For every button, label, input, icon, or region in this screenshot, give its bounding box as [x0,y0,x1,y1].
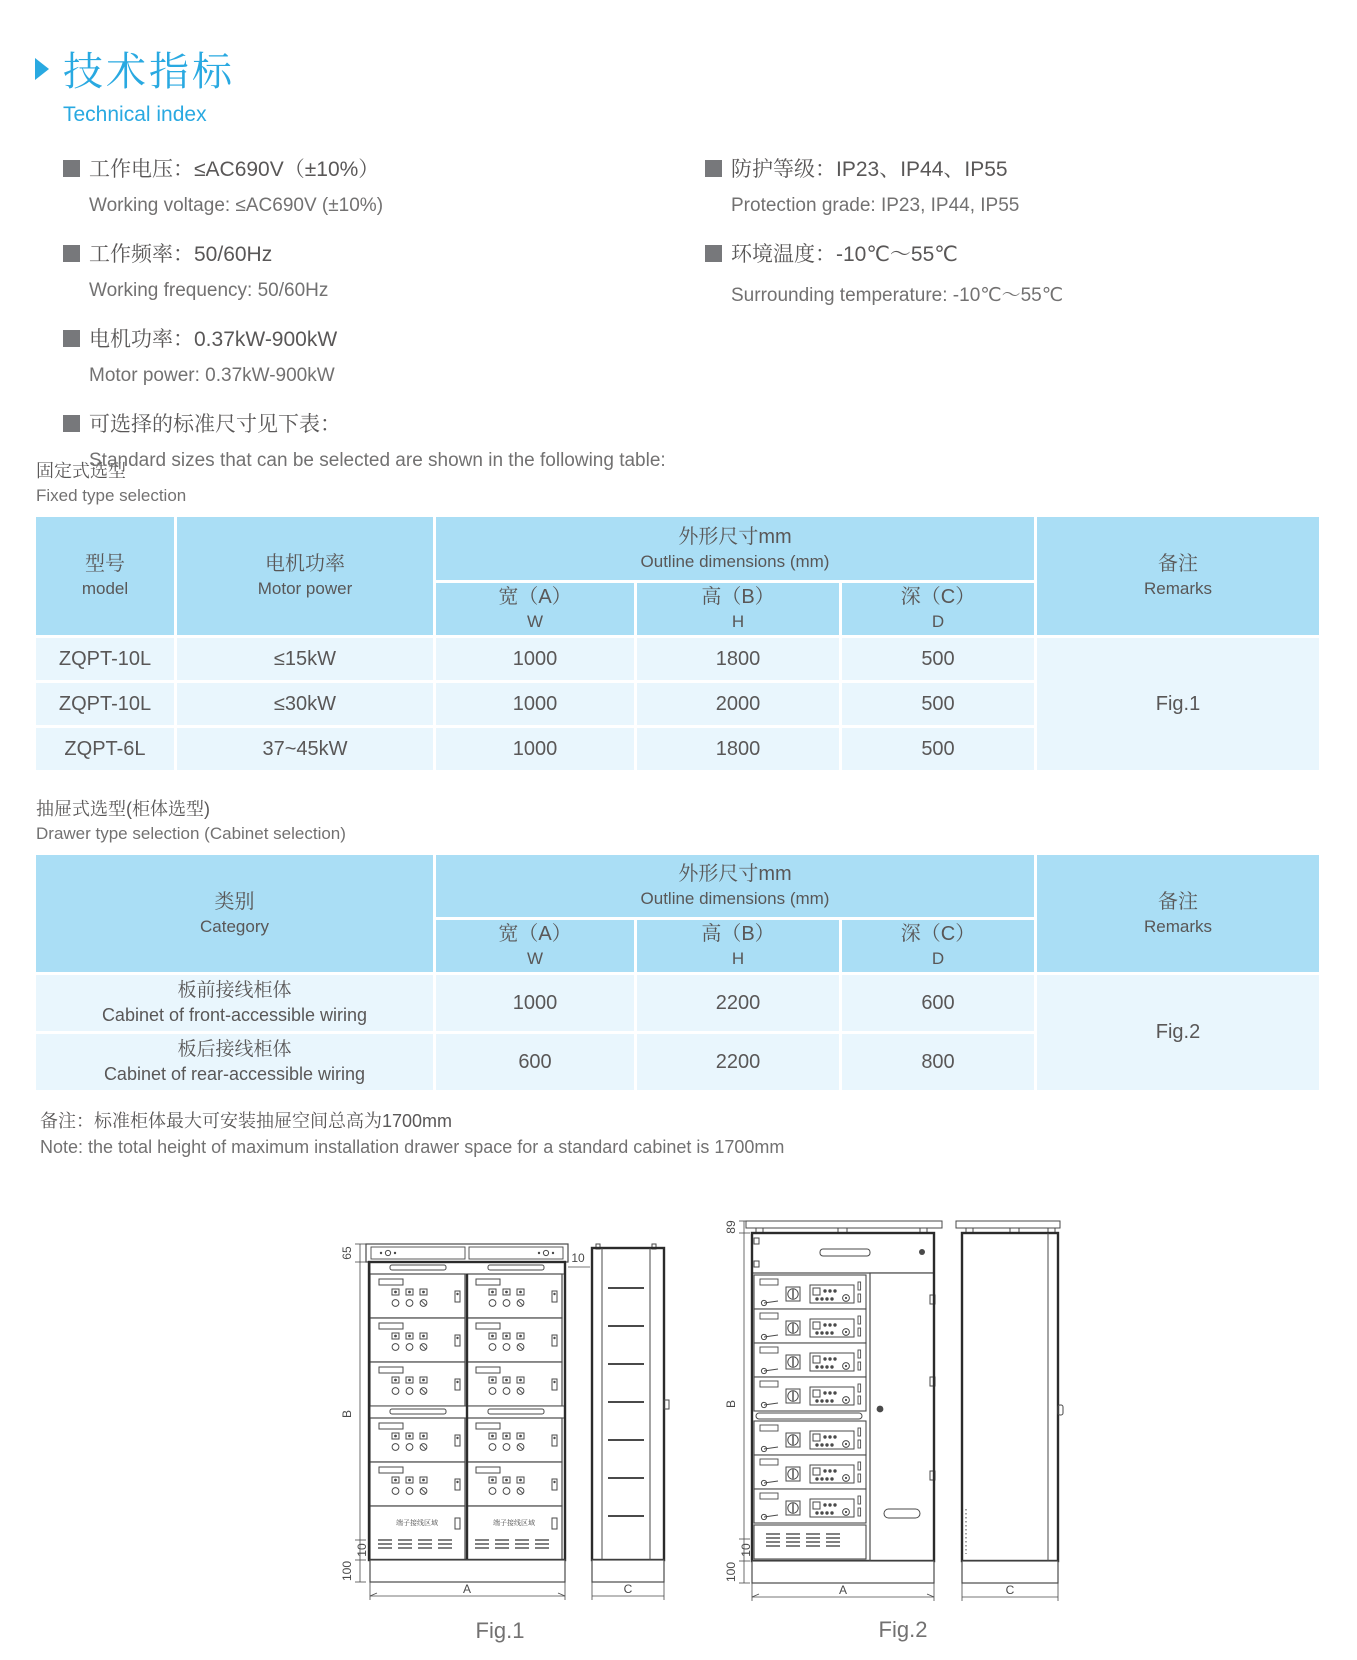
th-model [36,517,174,635]
bullet-square-icon [705,245,722,262]
th-width [436,583,634,635]
fig2-dim-a: A [838,1583,848,1597]
th-width-zh: 宽（A） [498,923,572,946]
bullet-square-icon [63,245,80,262]
fig1-dim-10-bottom: 10 [355,1543,369,1557]
cell-power: ≤15kW [177,638,433,680]
cell-w: 1000 [436,728,634,770]
th-height-zh: 高（B） [701,586,775,609]
cell-model: ZQPT-10L [36,683,174,725]
fig2-door [870,1273,935,1561]
spec-en-text: Motor power: 0.37kW-900kW [89,365,335,386]
cell-d: 600 [842,975,1034,1031]
th-dims-en: Outline dimensions (mm) [640,889,830,909]
spec-item [705,153,1063,183]
fig1-front-view [366,1244,568,1582]
spec-en-text: Working frequency: 50/60Hz [89,280,329,301]
th-remarks-en: Remarks [1143,916,1212,936]
th-dims [436,517,1034,580]
spec-zh-text: 环境温度：-10℃～55℃ [731,243,958,266]
cell-remarks: Fig.2 [1037,975,1319,1090]
th-height [637,920,839,972]
cell-category-en: Cabinet of front-accessible wiring [101,1005,368,1026]
bullet-square-icon [63,160,80,177]
cell-w: 1000 [436,683,634,725]
th-category-en: Category [200,916,269,936]
th-height-en: H [731,949,745,969]
fig2-dim-89: 89 [724,1220,738,1234]
th-width-en: W [526,949,544,969]
fig2-dim-100: 100 [724,1561,738,1583]
fig1-dim-b: B [340,1409,354,1419]
fig2-vent-compartment [754,1525,866,1559]
th-depth-zh: 深（C） [900,923,976,946]
fig1-drawing [340,1234,670,1660]
th-dims-en: Outline dimensions (mm) [640,551,830,571]
cell-category-zh: 板后接线柜体 [177,1039,292,1061]
bullet-square-icon [705,160,722,177]
cell-h: 2000 [637,683,839,725]
fig2-dim-b: B [724,1399,738,1409]
cell-w: 1000 [436,638,634,680]
th-power-zh: 电机功率 [265,553,345,576]
th-remarks-en: Remarks [1143,579,1212,599]
page-header [0,0,1357,127]
th-width [436,920,634,972]
cell-w: 1000 [436,975,634,1031]
cell-h: 1800 [637,638,839,680]
spec-en-text: Protection grade: IP23, IP44, IP55 [731,195,1020,216]
th-category [36,855,433,972]
cell-model: ZQPT-6L [36,728,174,770]
fig2-front-view [746,1221,942,1583]
th-category-zh: 类别 [214,890,255,913]
fig2-label: Fig.2 [878,1617,928,1642]
page-title-zh: 技术指标 [63,50,235,94]
table1-caption-en: Fixed type selection [36,486,187,505]
spec-zh-text: 电机功率：0.37kW-900kW [89,328,338,351]
th-dims-zh: 外形尺寸mm [678,863,792,886]
th-height-en: H [731,612,745,632]
spec-col-right [705,153,1063,328]
spec-item-sizes [63,408,1357,438]
table-row [36,975,1319,1031]
cell-w: 600 [436,1034,634,1090]
footnote-en: Note: the total height of maximum installation drawer space for a standard cabinet is 1700mm [40,1137,785,1157]
spec-list [63,153,1357,471]
th-width-zh: 宽（A） [498,586,572,609]
spec-zh-text: 可选择的标准尺寸见下表： [89,413,341,436]
th-depth-zh: 深（C） [900,586,976,609]
cell-category-en: Cabinet of rear-accessible wiring [103,1064,366,1085]
fig1-dim-a: A [462,1582,472,1596]
th-dims-zh: 外形尺寸mm [678,525,792,548]
cell-d: 500 [842,638,1034,680]
th-depth [842,920,1034,972]
cell-model: ZQPT-10L [36,638,174,680]
th-remarks-zh: 备注 [1158,553,1198,576]
title-arrow-icon [35,58,49,80]
fig1-side-view [592,1244,669,1582]
footnote-zh: 备注：标准柜体最大可安装抽屉空间总高为1700mm [40,1111,453,1131]
spec-en-text: Standard sizes that can be selected are shown in the following table: [89,450,666,471]
table2-caption-zh: 抽屉式选型(柜体选型) [36,799,210,819]
table1-caption-zh: 固定式选型 [36,461,126,481]
th-depth-en: D [931,949,945,969]
table2-caption [36,795,1357,844]
spec-zh-text: 工作电压：≤AC690V（±10%） [89,158,380,181]
cell-h: 2200 [637,975,839,1031]
spec-item [705,238,1063,268]
cell-power: 37~45kW [177,728,433,770]
fig1-dim-65: 65 [340,1246,354,1260]
cell-remarks: Fig.1 [1037,638,1319,770]
cell-d: 500 [842,683,1034,725]
fig2-dim-10: 10 [739,1543,753,1557]
spec-zh-text: 防护等级：IP23、IP44、IP55 [731,158,1008,181]
fig1-dim-c: C [623,1582,633,1596]
cell-h: 1800 [637,728,839,770]
spec-en-text: Surrounding temperature: -10℃～55℃ [731,285,1064,306]
th-remarks [1037,855,1319,972]
drawer-type-table [33,852,1322,1093]
th-height [637,583,839,635]
cell-category [36,1034,433,1090]
bullet-square-icon [63,330,80,347]
cell-power: ≤30kW [177,683,433,725]
th-model-zh: 型号 [85,553,125,576]
th-width-en: W [526,612,544,632]
footnote [40,1107,1357,1158]
fig2-side-view [956,1221,1063,1583]
cell-d: 800 [842,1034,1034,1090]
fig2-dim-c: C [1005,1583,1015,1597]
fig2-drawing [718,1209,1068,1659]
cell-category-zh: 板前接线柜体 [177,980,292,1002]
th-height-zh: 高（B） [701,923,775,946]
th-power-en: Motor power [257,579,353,599]
cell-d: 500 [842,728,1034,770]
figures-area [0,1164,1357,1660]
th-power [177,517,433,635]
fig1-label: Fig.1 [475,1618,525,1643]
th-dims [436,855,1034,917]
spec-en-text: Working voltage: ≤AC690V (±10%) [89,195,384,216]
th-remarks [1037,517,1319,635]
spec-zh-text: 工作频率：50/60Hz [89,243,273,266]
bullet-square-icon [63,415,80,432]
table-row [36,638,1319,680]
fig1-dim-10-top: 10 [571,1251,585,1265]
fig1-terminal-text: 端子接线区域 [493,1520,535,1527]
fig1-dim-100: 100 [340,1560,354,1582]
th-remarks-zh: 备注 [1158,890,1198,913]
th-depth-en: D [931,612,945,632]
fixed-type-table [33,514,1322,773]
cell-h: 2200 [637,1034,839,1090]
page-title-en: Technical index [63,103,207,126]
th-depth [842,583,1034,635]
table2-caption-en: Drawer type selection (Cabinet selection) [36,824,346,843]
cell-category [36,975,433,1031]
fig1-terminal-text: 端子接线区域 [396,1520,438,1527]
th-model-en: model [81,579,129,599]
